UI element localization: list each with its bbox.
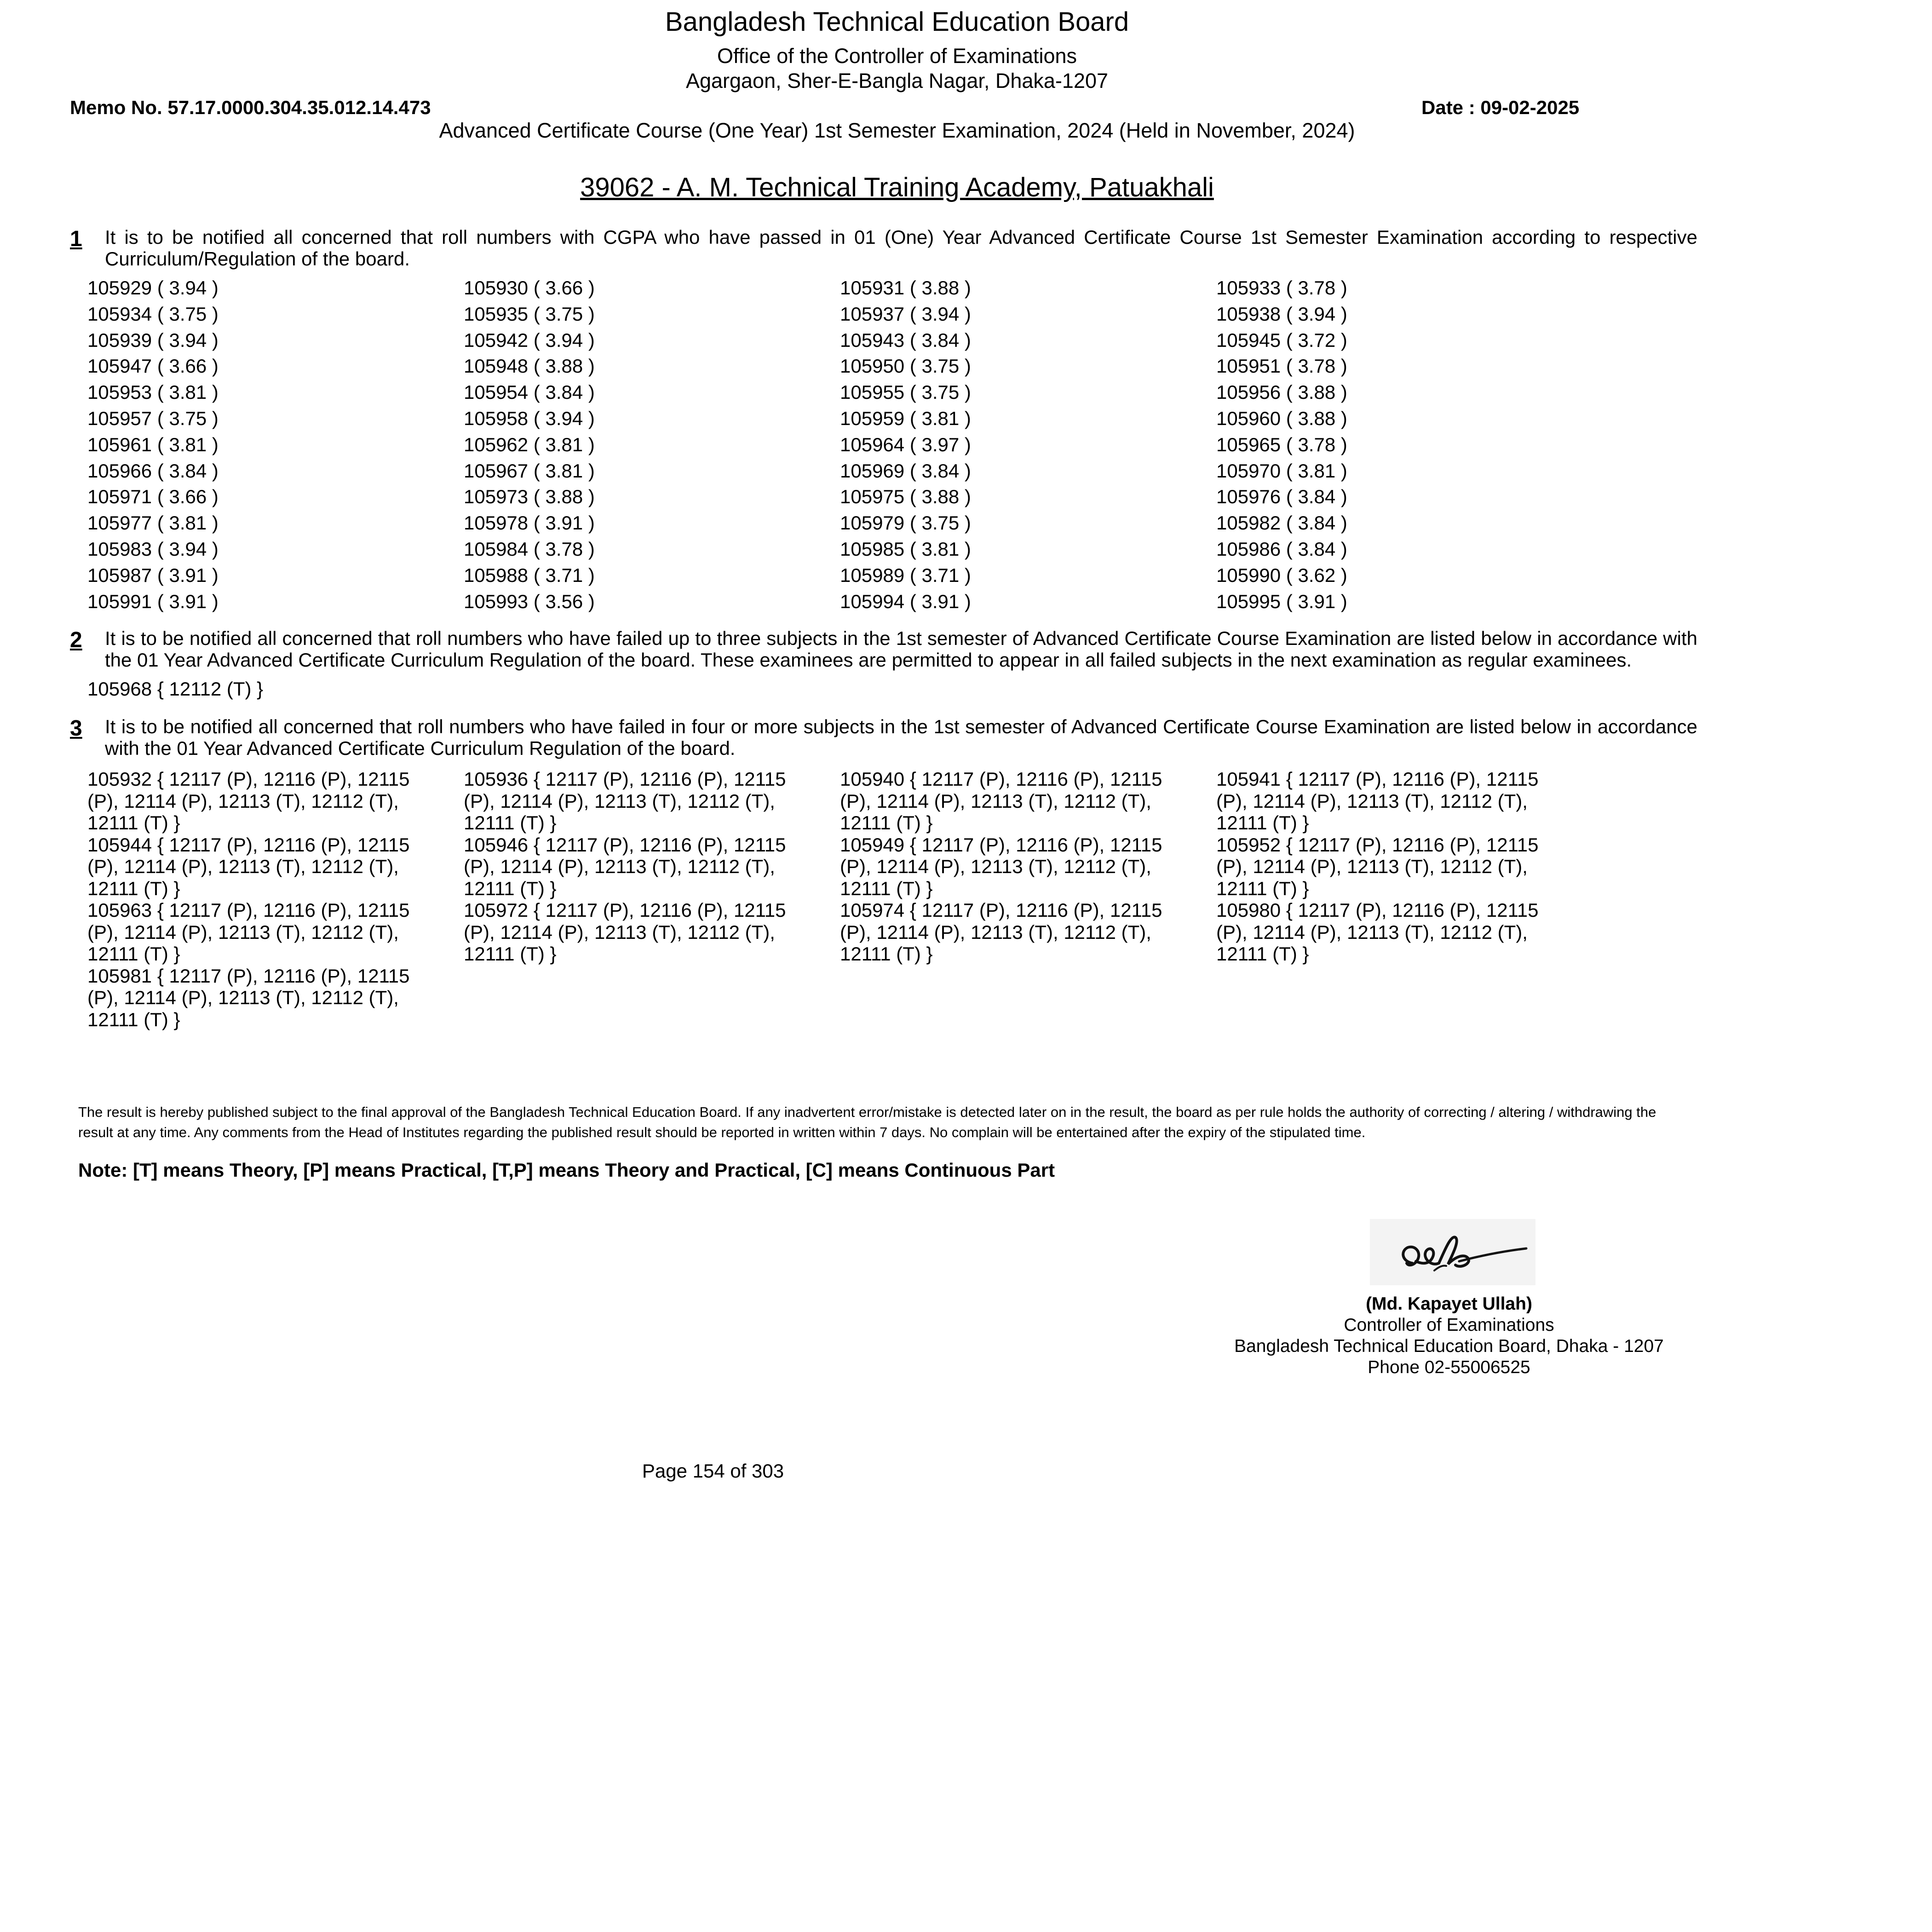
failed-roll-entry: 105949 { 12117 (P), 12116 (P), 12115 (P), 12114 (P), 12113 (T), 12112 (T), 12111 (T) } <box>840 834 1162 899</box>
passed-roll-entry: 105939 ( 3.94 ) <box>87 329 218 351</box>
passed-roll-entry: 105947 ( 3.66 ) <box>87 355 218 377</box>
page-number: Page 154 of 303 <box>642 1460 784 1482</box>
signatory-block <box>1150 1294 1748 1378</box>
failed-roll-entry: 105963 { 12117 (P), 12116 (P), 12115 (P), 12114 (P), 12113 (T), 12112 (T), 12111 (T) } <box>87 899 410 965</box>
board-title: Bangladesh Technical Education Board <box>665 7 1129 37</box>
institute-name: 39062 - A. M. Technical Training Academy, Patuakhali <box>580 172 1214 202</box>
failed-roll-entry: 105944 { 12117 (P), 12116 (P), 12115 (P), 12114 (P), 12113 (T), 12112 (T), 12111 (T) } <box>87 834 410 899</box>
passed-roll-entry: 105990 ( 3.62 ) <box>1216 564 1347 586</box>
passed-roll-entry: 105973 ( 3.88 ) <box>464 486 595 508</box>
section-1-text: It is to be notified all concerned that roll numbers with CGPA who have passed in 01 (One) Year Advanced Certificate Course 1st Semester Examination according to respective Curriculum/Regulation of the board. <box>105 226 1697 270</box>
passed-roll-entry: 105961 ( 3.81 ) <box>87 433 218 455</box>
passed-roll-entry: 105988 ( 3.71 ) <box>464 564 595 586</box>
passed-roll-entry: 105965 ( 3.78 ) <box>1216 433 1347 455</box>
passed-roll-entry: 105934 ( 3.75 ) <box>87 303 218 325</box>
passed-roll-entry: 105956 ( 3.88 ) <box>1216 381 1347 403</box>
passed-roll-entry: 105933 ( 3.78 ) <box>1216 277 1347 299</box>
failed-roll-entry: 105946 { 12117 (P), 12116 (P), 12115 (P), 12114 (P), 12113 (T), 12112 (T), 12111 (T) } <box>464 834 786 899</box>
passed-roll-entry: 105983 ( 3.94 ) <box>87 538 218 560</box>
passed-roll-entry: 105931 ( 3.88 ) <box>840 277 971 299</box>
failed-roll-entry: 105981 { 12117 (P), 12116 (P), 12115 (P), 12114 (P), 12113 (T), 12112 (T), 12111 (T) } <box>87 965 410 1030</box>
passed-roll-entry: 105991 ( 3.91 ) <box>87 590 218 612</box>
section-2-entry: 105968 { 12112 (T) } <box>87 678 264 700</box>
failed-list <box>87 768 1605 1030</box>
memo-date: Date : 09-02-2025 <box>1421 97 1580 118</box>
passed-roll-entry: 105971 ( 3.66 ) <box>87 486 218 508</box>
passed-roll-entry: 105966 ( 3.84 ) <box>87 460 218 482</box>
section-3-text: It is to be notified all concerned that roll numbers who have failed in four or more subjects in the 1st semester of Advanced Certificate Course Examination are listed below in accordance with the 01 Year Advanced Certificate Curriculum Regulation of the board. <box>105 716 1697 759</box>
signatory-name: (Md. Kapayet Ullah) <box>1366 1294 1532 1314</box>
failed-roll-entry: 105952 { 12117 (P), 12116 (P), 12115 (P), 12114 (P), 12113 (T), 12112 (T), 12111 (T) } <box>1216 834 1539 899</box>
passed-roll-entry: 105930 ( 3.66 ) <box>464 277 595 299</box>
passed-roll-entry: 105935 ( 3.75 ) <box>464 303 595 325</box>
passed-roll-entry: 105964 ( 3.97 ) <box>840 433 971 455</box>
passed-roll-entry: 105970 ( 3.81 ) <box>1216 460 1347 482</box>
passed-roll-entry: 105948 ( 3.88 ) <box>464 355 595 377</box>
passed-roll-entry: 105942 ( 3.94 ) <box>464 329 595 351</box>
signature-image <box>1370 1219 1535 1285</box>
passed-roll-entry: 105978 ( 3.91 ) <box>464 512 595 534</box>
office-address: Agargaon, Sher-E-Bangla Nagar, Dhaka-1207 <box>685 69 1109 92</box>
passed-roll-entry: 105938 ( 3.94 ) <box>1216 303 1347 325</box>
passed-roll-entry: 105995 ( 3.91 ) <box>1216 590 1347 612</box>
passed-roll-entry: 105950 ( 3.75 ) <box>840 355 971 377</box>
passed-roll-entry: 105979 ( 3.75 ) <box>840 512 971 534</box>
failed-roll-entry: 105936 { 12117 (P), 12116 (P), 12115 (P), 12114 (P), 12113 (T), 12112 (T), 12111 (T) } <box>464 768 786 834</box>
passed-roll-entry: 105993 ( 3.56 ) <box>464 590 595 612</box>
passed-roll-entry: 105982 ( 3.84 ) <box>1216 512 1347 534</box>
passed-roll-entry: 105976 ( 3.84 ) <box>1216 486 1347 508</box>
section-2-number: 2 <box>70 628 82 652</box>
passed-roll-entry: 105954 ( 3.84 ) <box>464 381 595 403</box>
section-1-number: 1 <box>70 227 82 251</box>
failed-roll-entry: 105974 { 12117 (P), 12116 (P), 12115 (P), 12114 (P), 12113 (T), 12112 (T), 12111 (T) } <box>840 899 1162 965</box>
passed-roll-entry: 105962 ( 3.81 ) <box>464 433 595 455</box>
passed-roll-entry: 105937 ( 3.94 ) <box>840 303 971 325</box>
passed-roll-entry: 105955 ( 3.75 ) <box>840 381 971 403</box>
passed-roll-entry: 105984 ( 3.78 ) <box>464 538 595 560</box>
office-title: Office of the Controller of Examinations <box>717 44 1077 68</box>
passed-list <box>87 275 1605 615</box>
passed-roll-entry: 105929 ( 3.94 ) <box>87 277 218 299</box>
passed-roll-entry: 105958 ( 3.94 ) <box>464 407 595 429</box>
passed-roll-entry: 105969 ( 3.84 ) <box>840 460 971 482</box>
disclaimer-text: The result is hereby published subject to the final approval of the Bangladesh Technical Education Board. If any inadvertent error/mistake is detected later on in the result, the board as per rule holds the authority of correcting / altering / withdrawing the result at any time. Any comments from the Head of Institutes regarding the published result should be reported in written within 7 days. No complain will be entertained after the expiry of the stipulated time. <box>78 1104 1656 1140</box>
institute-title <box>0 172 1794 203</box>
passed-roll-entry: 105953 ( 3.81 ) <box>87 381 218 403</box>
passed-roll-entry: 105959 ( 3.81 ) <box>840 407 971 429</box>
passed-roll-entry: 105943 ( 3.84 ) <box>840 329 971 351</box>
passed-roll-entry: 105987 ( 3.91 ) <box>87 564 218 586</box>
failed-roll-entry: 105941 { 12117 (P), 12116 (P), 12115 (P), 12114 (P), 12113 (T), 12112 (T), 12111 (T) } <box>1216 768 1539 834</box>
passed-roll-entry: 105957 ( 3.75 ) <box>87 407 218 429</box>
passed-roll-entry: 105989 ( 3.71 ) <box>840 564 971 586</box>
memo-number: Memo No. 57.17.0000.304.35.012.14.473 <box>70 97 431 118</box>
signatory-title: Controller of Examinations <box>1344 1315 1554 1335</box>
passed-roll-entry: 105985 ( 3.81 ) <box>840 538 971 560</box>
failed-roll-entry: 105972 { 12117 (P), 12116 (P), 12115 (P), 12114 (P), 12113 (T), 12112 (T), 12111 (T) } <box>464 899 786 965</box>
failed-roll-entry: 105940 { 12117 (P), 12116 (P), 12115 (P), 12114 (P), 12113 (T), 12112 (T), 12111 (T) } <box>840 768 1162 834</box>
passed-roll-entry: 105945 ( 3.72 ) <box>1216 329 1347 351</box>
legend-note: Note: [T] means Theory, [P] means Practical, [T,P] means Theory and Practical, [C] means Continuous Part <box>78 1159 1055 1181</box>
signatory-organization: Bangladesh Technical Education Board, Dhaka - 1207 <box>1234 1336 1664 1356</box>
passed-roll-entry: 105960 ( 3.88 ) <box>1216 407 1347 429</box>
signatory-phone: Phone 02-55006525 <box>1368 1357 1530 1377</box>
passed-roll-entry: 105967 ( 3.81 ) <box>464 460 595 482</box>
passed-roll-entry: 105951 ( 3.78 ) <box>1216 355 1347 377</box>
passed-roll-entry: 105986 ( 3.84 ) <box>1216 538 1347 560</box>
failed-roll-entry: 105932 { 12117 (P), 12116 (P), 12115 (P), 12114 (P), 12113 (T), 12112 (T), 12111 (T) } <box>87 768 410 834</box>
section-3-number: 3 <box>70 716 82 741</box>
section-2-text: It is to be notified all concerned that roll numbers who have failed up to three subjects in the 1st semester of Advanced Certificate Course Examination are listed below in accordance with the 01 Year Advanced Certificate Curriculum Regulation of the board. These examinees are permitted to appear in all failed subjects in the next examination as regular examinees. <box>105 627 1697 671</box>
passed-roll-entry: 105977 ( 3.81 ) <box>87 512 218 534</box>
exam-title: Advanced Certificate Course (One Year) 1st Semester Examination, 2024 (Held in November, 2024) <box>439 119 1355 142</box>
failed-roll-entry: 105980 { 12117 (P), 12116 (P), 12115 (P), 12114 (P), 12113 (T), 12112 (T), 12111 (T) } <box>1216 899 1539 965</box>
passed-roll-entry: 105994 ( 3.91 ) <box>840 590 971 612</box>
passed-roll-entry: 105975 ( 3.88 ) <box>840 486 971 508</box>
